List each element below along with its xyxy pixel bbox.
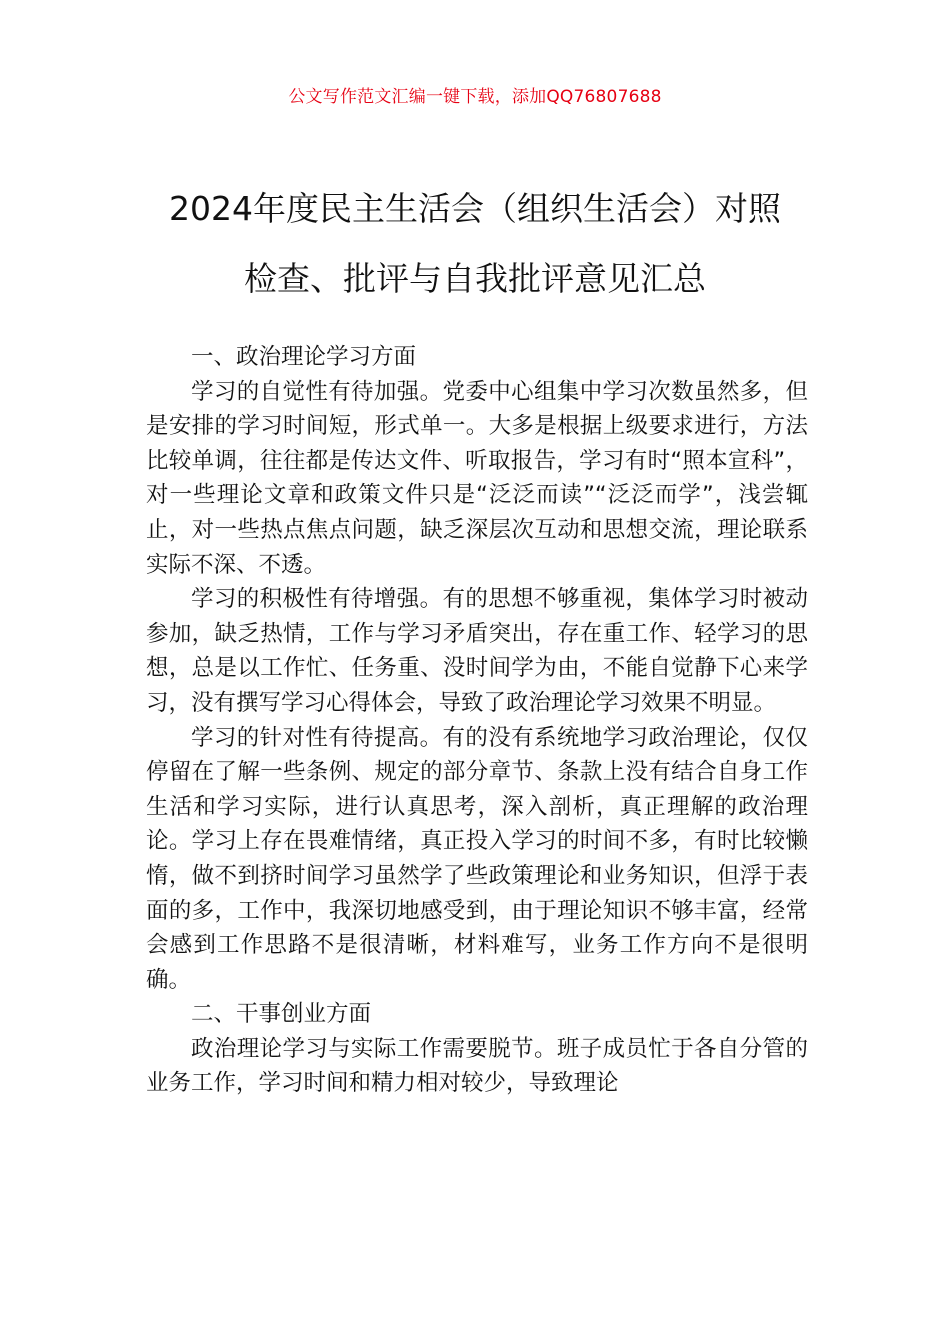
body-paragraph: 学习的针对性有待提高。有的没有系统地学习政治理论，仅仅停留在了解一些条例、规定的部分章节、条款上没有结合自身工作生活和学习实际，进行认真思考，深入剖析，真正理解的政治理论。学习上存在畏难情绪，真正投入学习的时间不多，有时比较懒惰，做不到挤时间学习虽然学了些政策理论和业务知识，但浮于表面的多，工作中，我深切地感受到，由于理论知识不够丰富，经常会感到工作思路不是很清晰，材料难写，业务工作方向不是很明确。 [146,724,808,993]
download-banner: 公文写作范文汇编一键下载，添加QQ76807688 [288,87,662,107]
section-heading: 一、政治理论学习方面 [191,344,417,370]
body-paragraph: 学习的积极性有待增强。有的思想不够重视，集体学习时被动参加，缺乏热情，工作与学习矛盾突出，存在重工作、轻学习的思想，总是以工作忙、任务重、没时间学为由，不能自觉静下心来学习，没有撰写学习心得体会，导致了政治理论学习效果不明显。 [146,586,808,716]
title-line-1: 2024年度民主生活会（组织生活会）对照 [169,189,781,228]
section-heading: 二、干事创业方面 [191,1001,372,1028]
document-body [146,340,808,1101]
title-line-2: 检查、批评与自我批评意见汇总 [244,259,706,298]
document-title [140,174,810,314]
body-paragraph: 政治理论学习与实际工作需要脱节。班子成员忙于各自分管的业务工作，学习时间和精力相对较少，导致理论 [146,1035,808,1097]
body-paragraph: 学习的自觉性有待加强。党委中心组集中学习次数虽然多，但是安排的学习时间短，形式单一。大多是根据上级要求进行，方法比较单调，往往都是传达文件、听取报告，学习有时“照本宣科”，对一些理论文章和政策文件只是“泛泛而读”“泛泛而学”，浅尝辄止，对一些热点焦点问题，缺乏深层次互动和思想交流，理论联系实际不深、不透。 [146,378,808,578]
